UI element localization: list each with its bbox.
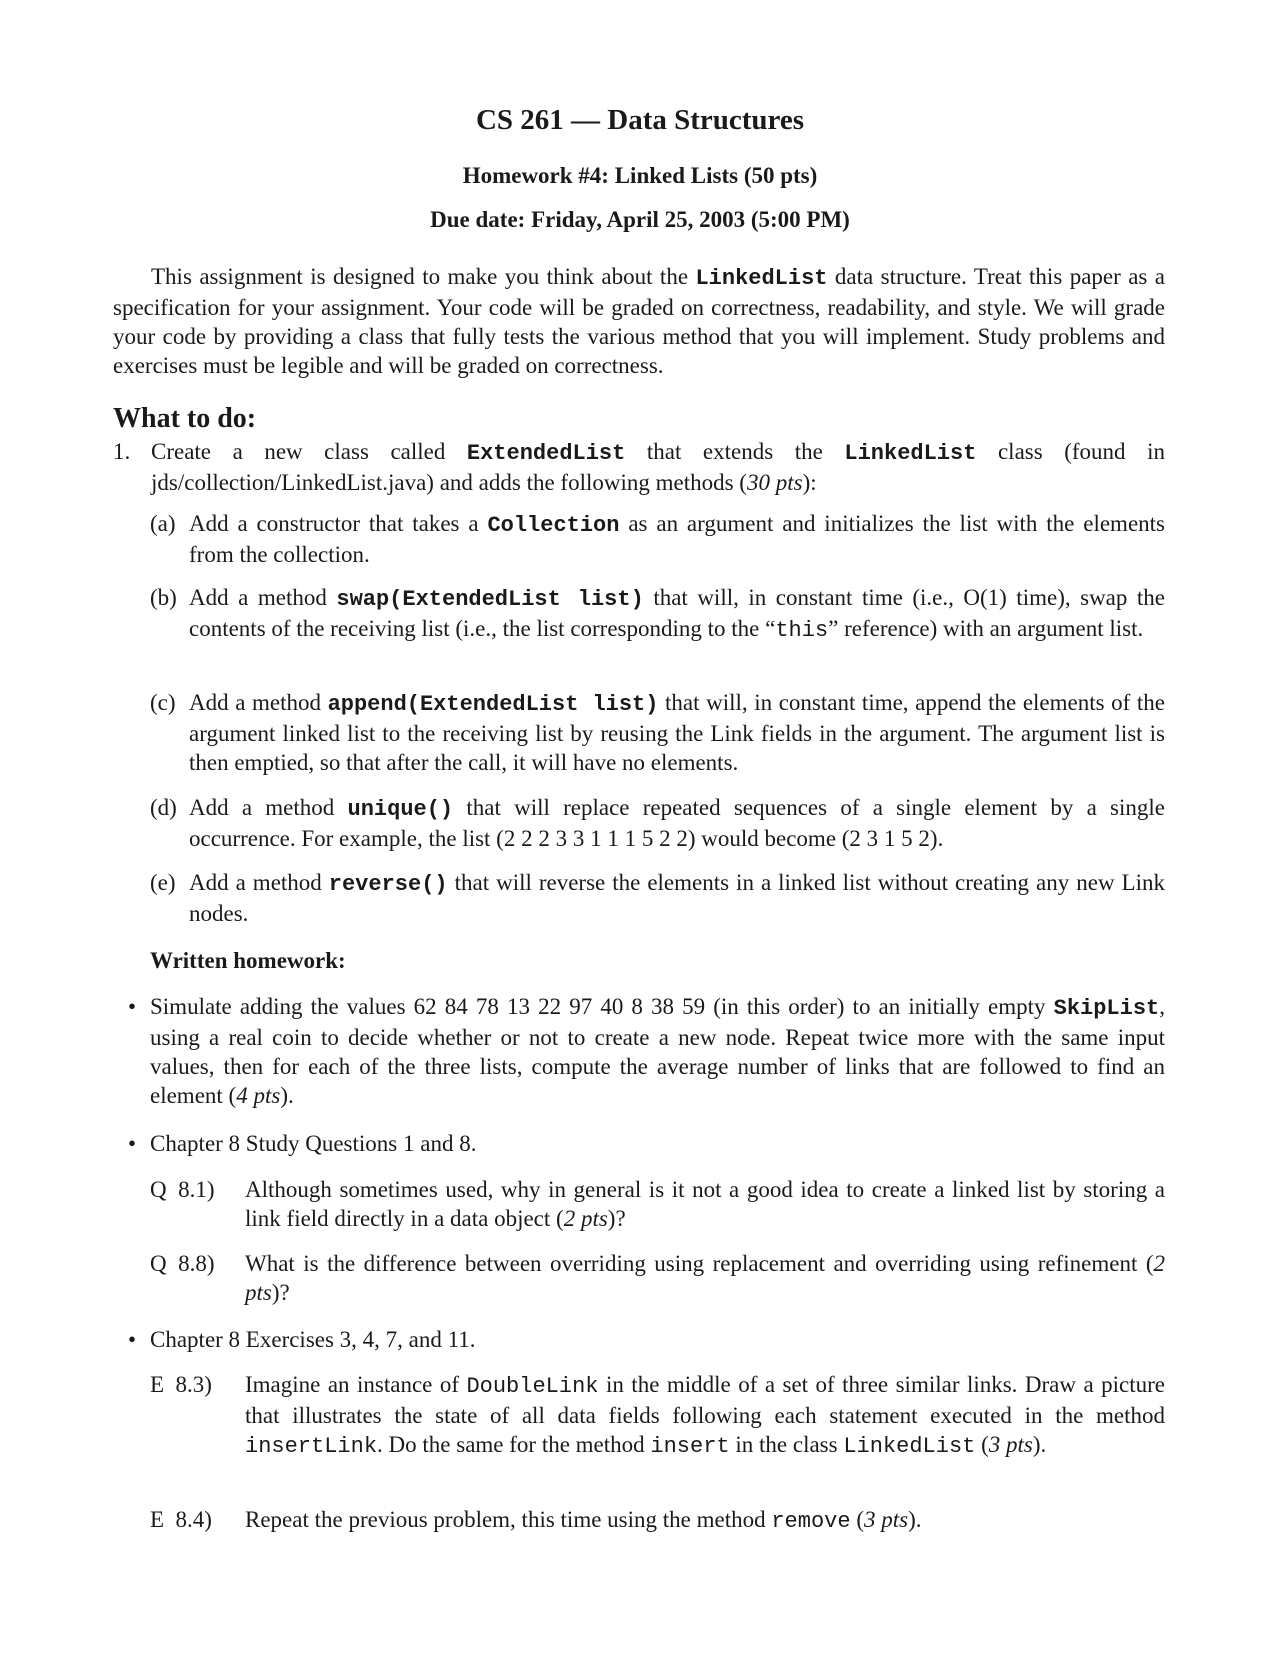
question-8-1 — [150, 1175, 1165, 1233]
bullet-skiplist — [128, 992, 1165, 1110]
bullet-study-questions — [128, 1129, 1165, 1158]
course-title: CS 261 — Data Structures — [475, 104, 805, 136]
subitem-c — [150, 688, 1165, 777]
subitem-text: Add a method reverse() that will reverse the elements in a linked list without creating any new Link nodes. — [189, 870, 1165, 926]
question-text: What is the difference between overriding using replacement and overriding using refinement (2 pts)? — [245, 1251, 1165, 1305]
subitem-text: Add a method unique() that will replace repeated sequences of a single element by a single occurrence. For example, the list (2 2 2 3 3 1 1 1 5 2 2) would become (2 3 1 5 2). — [189, 795, 1165, 851]
subitem-label: (e) — [150, 870, 176, 895]
subitem-text: Add a method append(ExtendedList list) that will, in constant time, append the elements of the argument linked list to the receiving list by reusing the Link fields in the argument. The argument list is then emptied, so that after the call, it will have no elements. — [189, 690, 1165, 775]
subitem-label: (b) — [150, 585, 177, 610]
subitem-text: Add a constructor that takes a Collection as an argument and initializes the list with the elements from the collection. — [189, 511, 1166, 567]
question-label: Q 8.8) — [150, 1251, 215, 1276]
section-heading-what-to-do: What to do: — [113, 403, 257, 434]
subitem-e — [150, 868, 1165, 928]
bullet-icon: • — [128, 994, 137, 1019]
bullet-icon: • — [128, 1131, 137, 1156]
task-1-text: Create a new class called ExtendedList that extends the LinkedList class (found in jds/collection/LinkedList.java) and adds the following methods (30 pts): — [151, 439, 1165, 495]
subitem-text: Add a method swap(ExtendedList list) that will, in constant time (i.e., O(1) time), swap the contents of the receiving list (i.e., the list corresponding to the “this” reference) with an argument list. — [189, 585, 1166, 643]
exercise-8-3 — [150, 1370, 1165, 1461]
exercise-label: E 8.3) — [150, 1372, 212, 1397]
bullet-exercises — [128, 1325, 1165, 1354]
task-1 — [113, 437, 1165, 497]
exercise-text: Imagine an instance of DoubleLink in the middle of a set of three similar links. Draw a picture that illustrates the state of all data fields following each statement executed in the method insertLink. Do the same for the method insert in the class LinkedList (3 pts). — [245, 1372, 1165, 1459]
bullet-text: Simulate adding the values 62 84 78 13 22 97 40 8 38 59 (in this order) to an initially empty SkipList, using a real coin to decide whether or not to create a new node. Repeat twice more with the same input values, then for each of the three lists, compute the average number of links that are followed to find an element (4 pts). — [150, 994, 1165, 1108]
subitem-label: (d) — [150, 795, 177, 820]
task-number: 1. — [113, 439, 131, 464]
exercise-label: E 8.4) — [150, 1507, 212, 1532]
question-8-8 — [150, 1249, 1165, 1307]
bullet-text: Chapter 8 Exercises 3, 4, 7, and 11. — [150, 1327, 476, 1352]
exercise-text: Repeat the previous problem, this time using the method remove (3 pts). — [245, 1507, 922, 1534]
subitem-label: (a) — [150, 511, 176, 536]
exercise-8-4 — [150, 1505, 1165, 1536]
written-homework-heading: Written homework: — [150, 948, 346, 973]
intro-code-linkedlist: LinkedList — [695, 266, 828, 291]
due-date: Due date: Friday, April 25, 2003 (5:00 PM) — [430, 207, 850, 232]
intro-text-2: data structure. Treat this paper as a specification for your assignment. Your code will be graded on correctness, readability, and style. We will grade your code by providing a class that fully tests the various method that you will implement. Study problems and exercises must be legible and will be graded on correctness. — [113, 264, 1166, 378]
question-label: Q 8.1) — [150, 1177, 215, 1202]
intro-paragraph — [113, 262, 1165, 380]
subitem-a — [150, 509, 1165, 569]
homework-title: Homework #4: Linked Lists (50 pts) — [462, 163, 818, 188]
bullet-icon: • — [128, 1327, 137, 1352]
bullet-text: Chapter 8 Study Questions 1 and 8. — [150, 1131, 477, 1156]
subitem-label: (c) — [150, 690, 176, 715]
intro-text-1: This assignment is designed to make you think about the — [151, 264, 696, 289]
subitem-d — [150, 793, 1165, 853]
question-text: Although sometimes used, why in general is it not a good idea to create a linked list by storing a link field directly in a data object (2 pts)? — [245, 1177, 1165, 1231]
subitem-b — [150, 583, 1165, 645]
